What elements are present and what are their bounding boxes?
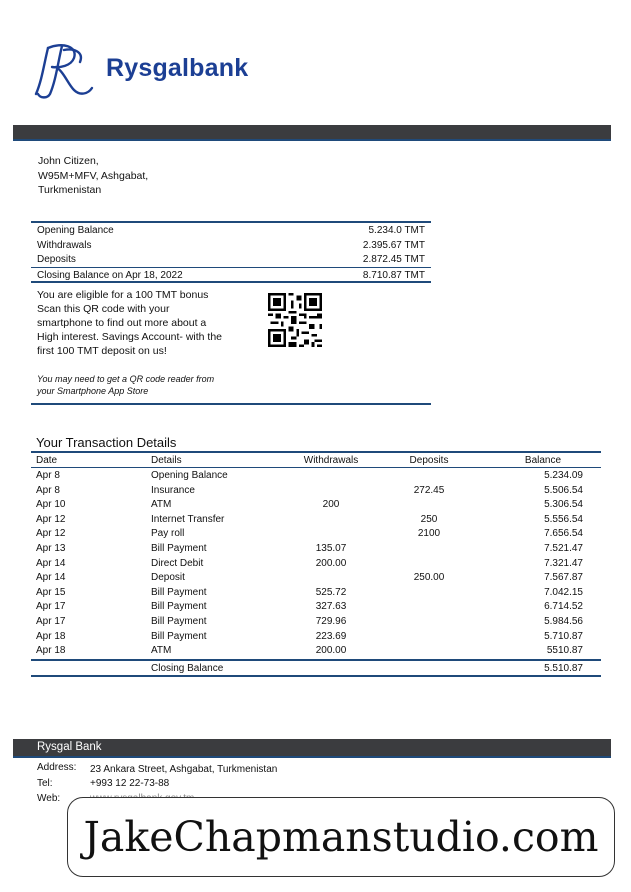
row-date: Apr 17	[36, 601, 66, 613]
table-row	[31, 570, 601, 585]
promo-line: Scan this QR code with your	[37, 303, 170, 315]
summary-value: 5.234.0 TMT	[368, 225, 425, 236]
summary-value: 2.872.45 TMT	[362, 254, 425, 265]
summary-closing-label: Closing Balance on Apr 18, 2022	[37, 269, 183, 281]
customer-address	[38, 154, 148, 198]
row-balance: 7.042.15	[544, 586, 583, 598]
footer-bar	[13, 739, 611, 758]
summary-row	[31, 223, 431, 238]
customer-name: John Citizen,	[38, 155, 99, 167]
row-details: Insurance	[151, 484, 195, 496]
row-date: Apr 18	[36, 645, 66, 657]
transactions-title: Your Transaction Details	[36, 435, 177, 450]
qr-code-icon[interactable]	[268, 293, 322, 347]
brand-name: Rysgalbank	[106, 54, 249, 82]
row-balance: 5.506.54	[544, 484, 583, 496]
transactions-table	[31, 451, 601, 677]
header-withdrawals: Withdrawals	[303, 455, 359, 466]
promo-line: High interest. Savings Account- with the	[37, 331, 223, 343]
summary-label: Withdrawals	[37, 239, 92, 251]
table-bottom-rule	[31, 675, 601, 677]
footer-address: 23 Ankara Street, Ashgabat, Turkmenistan	[90, 764, 278, 775]
row-deposit: 250	[420, 513, 438, 525]
table-row	[31, 643, 601, 658]
table-header	[31, 453, 601, 468]
row-withdrawal: 327.63	[315, 601, 347, 613]
table-row	[31, 526, 601, 541]
row-withdrawal: 200.00	[315, 557, 347, 569]
row-details: ATM	[151, 499, 172, 511]
row-withdrawal: 525.72	[315, 586, 347, 598]
table-row	[31, 468, 601, 483]
table-row	[31, 556, 601, 571]
promo-line: first 100 TMT deposit on us!	[37, 345, 167, 357]
row-date: Apr 8	[36, 470, 60, 481]
row-balance: 5.556.54	[544, 513, 583, 525]
qr-reader-note	[37, 373, 237, 397]
row-withdrawal: 200.00	[315, 645, 347, 657]
footer-address-label: Address:	[37, 762, 77, 773]
header-bar	[13, 125, 611, 141]
bonus-promo-text	[37, 288, 237, 358]
header-date: Date	[36, 455, 58, 466]
note-line: your Smartphone App Store	[37, 386, 149, 396]
row-details: Bill Payment	[151, 615, 207, 627]
table-row	[31, 629, 601, 644]
row-date: Apr 12	[36, 513, 66, 525]
table-closing-row	[31, 661, 601, 675]
footer-web-label: Web:	[37, 793, 61, 804]
note-line: You may need to get a QR code reader from	[37, 374, 215, 384]
watermark-text: JakeChapmanstudio.com	[83, 813, 599, 861]
row-details: Internet Transfer	[151, 513, 225, 525]
promo-line: smartphone to find out more about a	[37, 317, 207, 329]
row-deposit: 272.45	[413, 484, 445, 496]
promo-bottom-rule	[31, 403, 431, 405]
row-balance: 5.710.87	[544, 630, 583, 642]
footer-bank-name: Rysgal Bank	[37, 741, 102, 753]
row-withdrawal: 135.07	[315, 542, 347, 554]
table-body	[31, 468, 601, 658]
row-withdrawal: 223.69	[315, 630, 347, 642]
row-balance: 7.567.87	[544, 572, 583, 584]
closing-value: 5.510.87	[544, 662, 583, 674]
row-date: Apr 10	[36, 499, 66, 511]
row-details: Bill Payment	[151, 630, 207, 642]
row-balance: 7.321.47	[544, 557, 583, 569]
row-date: Apr 12	[36, 528, 66, 540]
row-date: Apr 18	[36, 630, 66, 642]
row-balance: 5.306.54	[544, 499, 583, 511]
row-balance: 7.656.54	[544, 528, 583, 540]
row-details: Pay roll	[151, 528, 185, 540]
row-details: Bill Payment	[151, 586, 207, 598]
row-date: Apr 14	[36, 557, 66, 569]
table-row	[31, 585, 601, 600]
footer-tel-label: Tel:	[37, 778, 53, 789]
row-date: Apr 8	[36, 484, 60, 496]
row-balance: 6.714.52	[544, 601, 583, 613]
row-details: Direct Debit	[151, 557, 204, 569]
row-details: Bill Payment	[151, 542, 207, 554]
table-row	[31, 512, 601, 527]
promo-line: You are eligible for a 100 TMT bonus	[37, 289, 209, 301]
table-row	[31, 541, 601, 556]
row-details: ATM	[151, 645, 172, 657]
row-balance: 5.234.09	[544, 470, 583, 481]
summary-closing-row	[31, 267, 431, 283]
row-balance: 5510.87	[546, 645, 583, 657]
row-date: Apr 17	[36, 615, 66, 627]
header-details: Details	[151, 455, 182, 466]
table-row	[31, 483, 601, 498]
row-date: Apr 14	[36, 572, 66, 584]
row-withdrawal: 729.96	[315, 615, 347, 627]
row-details: Opening Balance	[151, 470, 228, 481]
summary-row	[31, 252, 431, 267]
account-summary	[31, 221, 431, 283]
row-withdrawal: 200	[322, 499, 340, 511]
row-details: Bill Payment	[151, 601, 207, 613]
rysgalbank-logo-icon	[34, 40, 98, 100]
row-date: Apr 13	[36, 542, 66, 554]
customer-address-line2: Turkmenistan	[38, 184, 102, 196]
summary-row	[31, 238, 431, 253]
row-balance: 7.521.47	[544, 542, 583, 554]
summary-label: Opening Balance	[37, 225, 114, 236]
table-row	[31, 614, 601, 629]
summary-label: Deposits	[37, 254, 76, 265]
customer-address-line1: W95M+MFV, Ashgabat,	[38, 169, 149, 182]
row-details: Deposit	[151, 572, 185, 584]
watermark-banner	[67, 797, 615, 877]
summary-value: 2.395.67 TMT	[362, 239, 425, 251]
table-row	[31, 497, 601, 512]
header-deposits: Deposits	[409, 455, 449, 466]
table-row	[31, 599, 601, 614]
footer-tel: +993 12 22-73-88	[90, 778, 170, 789]
summary-closing-value: 8.710.87 TMT	[362, 269, 425, 281]
header-balance: Balance	[524, 455, 562, 466]
row-deposit: 2100	[417, 528, 441, 540]
row-date: Apr 15	[36, 586, 66, 598]
row-deposit: 250.00	[413, 572, 445, 584]
closing-label: Closing Balance	[151, 662, 224, 674]
row-balance: 5.984.56	[544, 615, 583, 627]
